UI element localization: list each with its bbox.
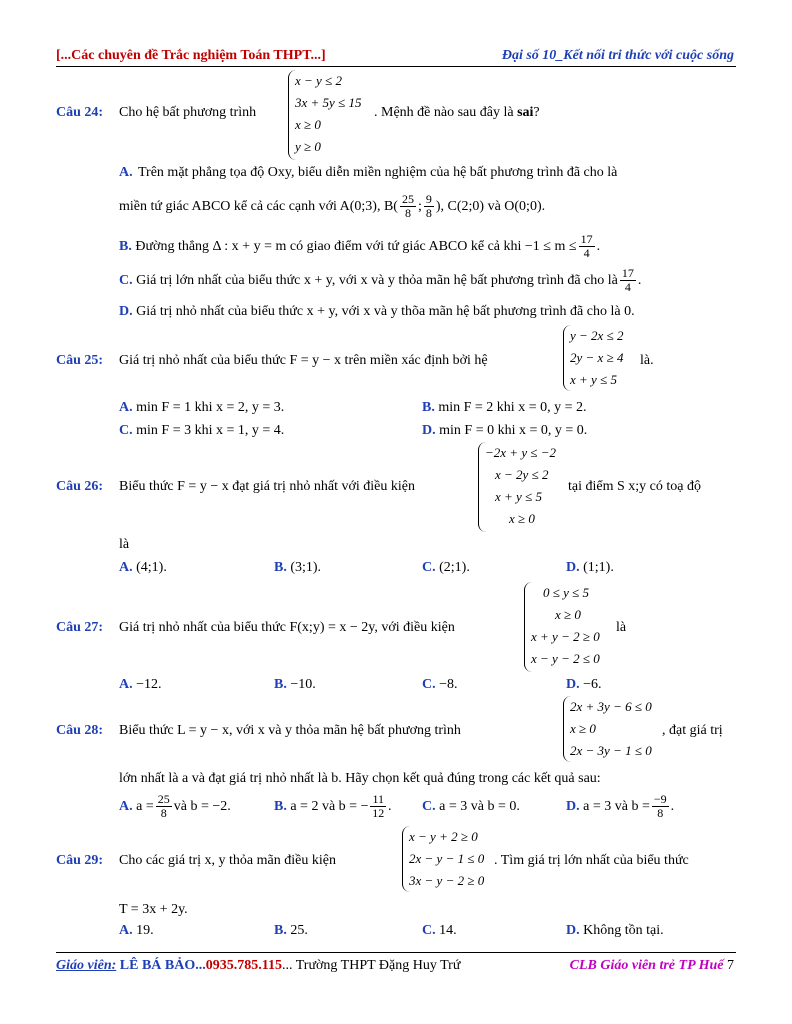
option-text-b: min F = 2 khi x = 0, y = 2. — [438, 400, 587, 415]
fraction — [370, 793, 386, 820]
footer-club: CLB Giáo viên trẻ TP Huế — [569, 958, 724, 973]
option-text-c: 14. — [439, 923, 457, 938]
question-stem-line2: lớn nhất là a và đạt giá trị nhỏ nhất là b. Hãy chọn kết quả đúng trong các kết quả sau: — [119, 771, 601, 786]
option-text-d: Giá trị nhỏ nhất của biểu thức x + y, với x và y thõa mãn hệ bất phương trình đã cho là 0. — [136, 304, 635, 319]
option-d — [566, 677, 602, 693]
inequality: 2x − 3y − 1 ≤ 0 — [570, 743, 652, 758]
inequality: x ≥ 0 — [295, 117, 321, 132]
question-stem: Cho hệ bất phương trình — [119, 105, 257, 120]
numerator: 25 — [157, 792, 170, 807]
option-c — [422, 560, 470, 576]
numerator: 17 — [580, 232, 593, 247]
option-label-b: B. — [274, 799, 287, 814]
footer-teacher-name: LÊ BÁ BẢO... — [119, 958, 206, 973]
option-text-a: Trên mặt phẳng tọa độ Oxy, biểu diễn miền nghiệm của hệ bất phương trình đã cho là — [138, 165, 618, 180]
option-b: B. Đường thẳng Δ : x + y = m có giao điểm với tứ giác ABCO kể cả khi −1 ≤ m ≤ $\frac{17}{4}$ . — [119, 232, 601, 261]
denominator: 12 — [372, 806, 385, 821]
option-label-a: A. — [119, 400, 133, 415]
inequality: x + y ≤ 5 — [495, 489, 542, 504]
option-a — [119, 923, 154, 939]
inequality: y − 2x ≤ 2 — [570, 328, 624, 343]
fraction — [400, 193, 416, 220]
option-a — [119, 790, 231, 824]
denominator: 4 — [624, 280, 631, 295]
option-b — [274, 790, 392, 824]
denominator: 8 — [404, 206, 411, 221]
header-rule — [56, 66, 736, 67]
numerator: 11 — [372, 792, 385, 807]
question-stem: Biểu thức L = y − x, với x và y thỏa mãn hệ bất phương trình — [119, 723, 461, 738]
option-text-a: min F = 1 khi x = 2, y = 3. — [136, 400, 285, 415]
option-text-d: −6. — [583, 677, 602, 692]
inequality: 3x + 5y ≤ 15 — [295, 95, 362, 110]
option-label-d: D. — [422, 423, 436, 438]
option-text-d: (1;1). — [583, 560, 614, 575]
option-label-d: D. — [566, 799, 580, 814]
option-text: ), C(2;0) và O(0;0). — [435, 199, 546, 214]
inequality: x + y − 2 ≥ 0 — [531, 629, 600, 644]
inequality-system — [478, 442, 556, 532]
option-text-c: a = 3 và b = 0. — [439, 799, 520, 814]
option-label-a: A. — [119, 923, 133, 938]
question-stem-tail: tại điểm S x;y có toạ độ — [568, 479, 701, 494]
option-text-a: 19. — [136, 923, 154, 938]
header-right-title: Đại số 10_Kết nối tri thức với cuộc sống — [501, 48, 734, 63]
option-text: miền tứ giác ABCO kể cả các cạnh với A(0;3), B( — [119, 199, 398, 214]
option-text-b: −10. — [290, 677, 316, 692]
option-text-d: min F = 0 khi x = 0, y = 0. — [439, 423, 588, 438]
inequality: x − y − 2 ≤ 0 — [531, 651, 600, 666]
inequality: x ≥ 0 — [555, 607, 581, 622]
option-label-b: B. — [274, 677, 287, 692]
option-label-d: D. — [119, 304, 133, 319]
option-text-a: −12. — [136, 677, 162, 692]
option-text-c: (2;1). — [439, 560, 470, 575]
option-label-d: D. — [566, 923, 580, 938]
question-stem-tail: là. — [640, 353, 654, 368]
denominator: 8 — [657, 806, 664, 821]
option-text-b: a = 2 và b = − — [290, 799, 369, 814]
inequality: 2x − y − 1 ≤ 0 — [409, 851, 485, 866]
stem-end: ? — [533, 105, 540, 120]
option-label-d: D. — [566, 677, 580, 692]
numerator: 9 — [425, 192, 432, 207]
option-text-a: (4;1). — [136, 560, 167, 575]
option-text-b: Đường thẳng Δ : x + y = m có giao điểm với tứ giác ABCO kể cả khi −1 ≤ m ≤ — [135, 239, 577, 254]
option-label-c: C. — [119, 273, 133, 288]
question-stem: Giá trị nhỏ nhất của biểu thức F = y − x trên miền xác định bởi hệ — [119, 353, 488, 368]
option-c — [119, 423, 284, 439]
denominator: 8 — [425, 206, 432, 221]
option-text-c: −8. — [439, 677, 458, 692]
question-number: Câu 29: — [56, 853, 104, 868]
option-label-c: C. — [422, 677, 436, 692]
inequality: x − y ≤ 2 — [295, 73, 342, 88]
option-b — [274, 923, 308, 939]
footer-rule — [56, 952, 736, 953]
option-d — [119, 304, 635, 320]
option-text-a: a = — [136, 799, 154, 814]
inequality: 2y − x ≥ 4 — [570, 350, 624, 365]
option-a — [119, 400, 284, 416]
fraction — [579, 233, 595, 260]
option-b — [422, 400, 587, 416]
option-label-c: C. — [422, 560, 436, 575]
option-label-c: C. — [422, 923, 436, 938]
question-stem-tail: , đạt giá trị — [662, 723, 723, 738]
inequality-system — [563, 696, 652, 762]
option-d — [422, 423, 587, 439]
stem-text: . Mệnh đề nào sau đây là — [374, 105, 518, 120]
option-label-b: B. — [119, 239, 132, 254]
numerator: −9 — [653, 792, 667, 807]
option-text-a: và b = −2. — [173, 799, 231, 814]
inequality-system — [402, 826, 484, 892]
numerator: 17 — [621, 266, 634, 281]
question-number: Câu 28: — [56, 723, 104, 738]
footer-phone: 0935.785.115 — [205, 958, 282, 973]
denominator: 8 — [160, 806, 167, 821]
inequality: 0 ≤ y ≤ 5 — [543, 585, 590, 600]
option-label-a: A. — [119, 799, 133, 814]
inequality: x − y + 2 ≥ 0 — [409, 829, 478, 844]
question-stem: Giá trị nhỏ nhất của biểu thức F(x;y) = x − 2y, với điều kiện — [119, 620, 455, 635]
inequality: y ≥ 0 — [295, 139, 321, 154]
inequality: 2x + 3y − 6 ≤ 0 — [570, 699, 652, 714]
option-label-d: D. — [566, 560, 580, 575]
option-label-a: A. — [119, 677, 133, 692]
fraction — [620, 267, 636, 294]
page-number: 7 — [727, 958, 734, 973]
option-text-d: a = 3 và b = — [583, 799, 650, 814]
option-b — [274, 677, 316, 693]
stem-emphasis: sai — [517, 105, 534, 120]
footer-teacher-label: Giáo viên: — [56, 958, 117, 973]
option-text-a-line2: miền tứ giác ABCO kể cả các cạnh với A(0;3), B( $\frac{25}{8}$ ; $\frac{9}{8}$ ), C(2;0) và O(0;0). — [119, 192, 546, 221]
option-text-c: min F = 3 khi x = 1, y = 4. — [136, 423, 285, 438]
inequality: x ≥ 0 — [509, 511, 535, 526]
option-a — [119, 560, 167, 576]
question-number: Câu 27: — [56, 620, 104, 635]
inequality-system — [288, 70, 361, 160]
option-d — [566, 790, 674, 824]
option-label-b: B. — [422, 400, 435, 415]
inequality: x − 2y ≤ 2 — [495, 467, 549, 482]
denominator: 4 — [583, 246, 590, 261]
option-c — [422, 923, 457, 939]
option-c — [422, 677, 458, 693]
question-stem-tail: là — [616, 620, 627, 635]
header-left-title: [...Các chuyên đề Trắc nghiệm Toán THPT...] — [56, 48, 326, 63]
option-c — [422, 790, 520, 824]
option-d — [566, 923, 664, 939]
question-stem: Cho các giá trị x, y thỏa mãn điều kiện — [119, 853, 336, 868]
question-stem-line2: T = 3x + 2y. — [119, 902, 188, 917]
inequality: x ≥ 0 — [570, 721, 596, 736]
option-text-b: (3;1). — [290, 560, 322, 575]
inequality-system — [563, 325, 623, 391]
option-label-b: B. — [274, 923, 287, 938]
option-d — [566, 560, 614, 576]
question-number: Câu 25: — [56, 353, 104, 368]
option-text-c: Giá trị lớn nhất của biểu thức x + y, với x và y thỏa mãn hệ bất phương trình đã cho là — [136, 273, 618, 288]
question-stem-tail: . Tìm giá trị lớn nhất của biểu thức — [494, 853, 689, 868]
inequality: 3x − y − 2 ≥ 0 — [409, 873, 485, 888]
option-label-b: B. — [274, 560, 287, 575]
question-stem-tail — [374, 105, 540, 121]
option-label-a: A. — [119, 560, 133, 575]
option-text-b: 25. — [290, 923, 308, 938]
option-text-d: . — [670, 799, 675, 814]
question-stem: Biểu thức F = y − x đạt giá trị nhỏ nhất với điều kiện — [119, 479, 415, 494]
option-c: C. Giá trị lớn nhất của biểu thức x + y, với x và y thỏa mãn hệ bất phương trình đã cho là $\frac{17}{4}$ . — [119, 266, 642, 295]
footer-school: ... Trường THPT Đặng Huy Trứ — [281, 958, 461, 973]
question-number: Câu 24: — [56, 105, 104, 120]
question-stem-end: là — [119, 537, 130, 552]
fraction — [156, 793, 172, 820]
fraction — [652, 793, 669, 820]
fraction — [424, 193, 434, 220]
option-a — [119, 677, 162, 693]
inequality: −2x + y ≤ −2 — [485, 445, 556, 460]
question-number: Câu 26: — [56, 479, 104, 494]
footer — [56, 958, 460, 974]
option-text-b: . — [388, 799, 392, 814]
option-label-a: A. — [119, 165, 133, 180]
footer-right — [570, 958, 734, 974]
inequality-system — [524, 582, 600, 672]
option-label-c: C. — [422, 799, 436, 814]
inequality: x + y ≤ 5 — [570, 372, 617, 387]
option-text-d: Không tồn tại. — [583, 923, 664, 938]
option-label-c: C. — [119, 423, 133, 438]
numerator: 25 — [401, 192, 414, 207]
option-b — [274, 560, 321, 576]
